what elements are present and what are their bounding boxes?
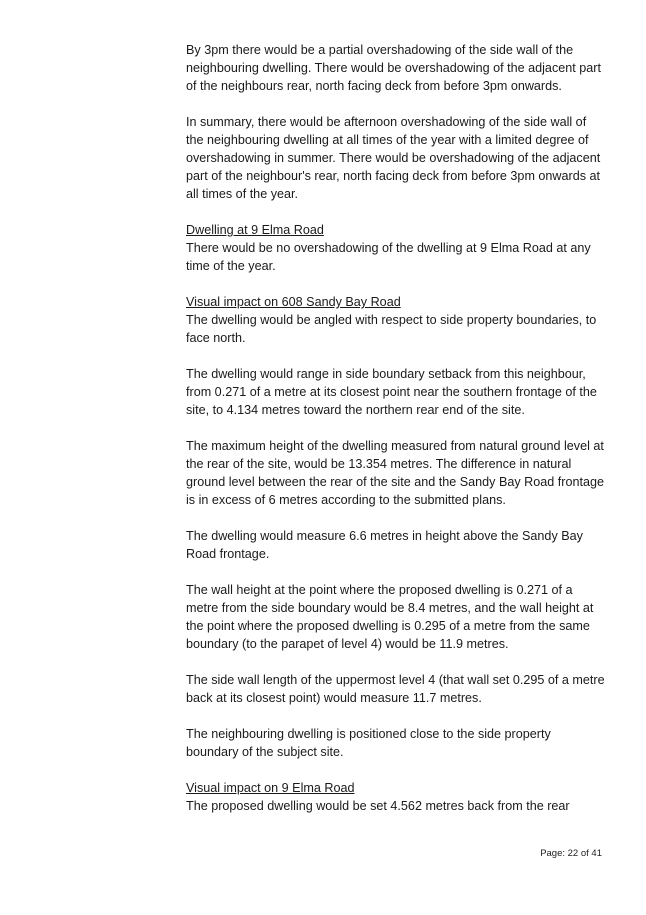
paragraph-max-height: The maximum height of the dwelling measured from natural ground level at the rear of the site, would be 13.354 metres. The difference in natural ground level between the rear of the site and the Sandy Bay Road frontage is in excess of 6 metres according to the submitted plans. bbox=[186, 439, 604, 507]
heading-visual-impact-9-elma-road: Visual impact on 9 Elma Road bbox=[186, 781, 355, 795]
page-number: Page: 22 of 41 bbox=[540, 848, 602, 859]
paragraph-wall-height: The wall height at the point where the proposed dwelling is 0.271 of a metre from the side boundary would be 8.4 metres, and the wall height at the point where the proposed dwelling is 0.295 of a metre from the same boundary (to the parapet of level 4) would be 11.9 metres. bbox=[186, 583, 594, 651]
paragraph-summary: In summary, there would be afternoon overshadowing of the side wall of the neighbouring dwelling at all times of the year with a limited degree of overshadowing in summer. There would be overshadowing of the adjacent part of the neighbour's rear, north facing deck from before 3pm onwards at all times of the year. bbox=[186, 115, 601, 201]
heading-visual-impact-608-sandy-bay: Visual impact on 608 Sandy Bay Road bbox=[186, 295, 401, 309]
heading-dwelling-9-elma-road: Dwelling at 9 Elma Road bbox=[186, 223, 324, 237]
document-body bbox=[186, 41, 606, 833]
paragraph-wall-length: The side wall length of the uppermost level 4 (that wall set 0.295 of a metre back at its closest point) would measure 11.7 metres. bbox=[186, 673, 605, 705]
paragraph-3pm-overshadowing: By 3pm there would be a partial overshadowing of the side wall of the neighbouring dwelling. There would be overshadowing of the adjacent part of the neighbours rear, north facing deck from before 3pm onwards. bbox=[186, 43, 601, 93]
paragraph-neighbour-position: The neighbouring dwelling is positioned close to the side property boundary of the subject site. bbox=[186, 727, 551, 759]
paragraph-setback-range: The dwelling would range in side boundary setback from this neighbour, from 0.271 of a metre at its closest point near the southern frontage of the site, to 4.134 metres toward the northern rear end of the site. bbox=[186, 367, 597, 417]
paragraph-frontage-height: The dwelling would measure 6.6 metres in height above the Sandy Bay Road frontage. bbox=[186, 529, 583, 561]
paragraph-angled: The dwelling would be angled with respect to side property boundaries, to face north. bbox=[186, 313, 597, 345]
paragraph-rear-setback: The proposed dwelling would be set 4.562 metres back from the rear bbox=[186, 799, 570, 813]
paragraph-elma-no-overshadowing: There would be no overshadowing of the dwelling at 9 Elma Road at any time of the year. bbox=[186, 241, 591, 273]
